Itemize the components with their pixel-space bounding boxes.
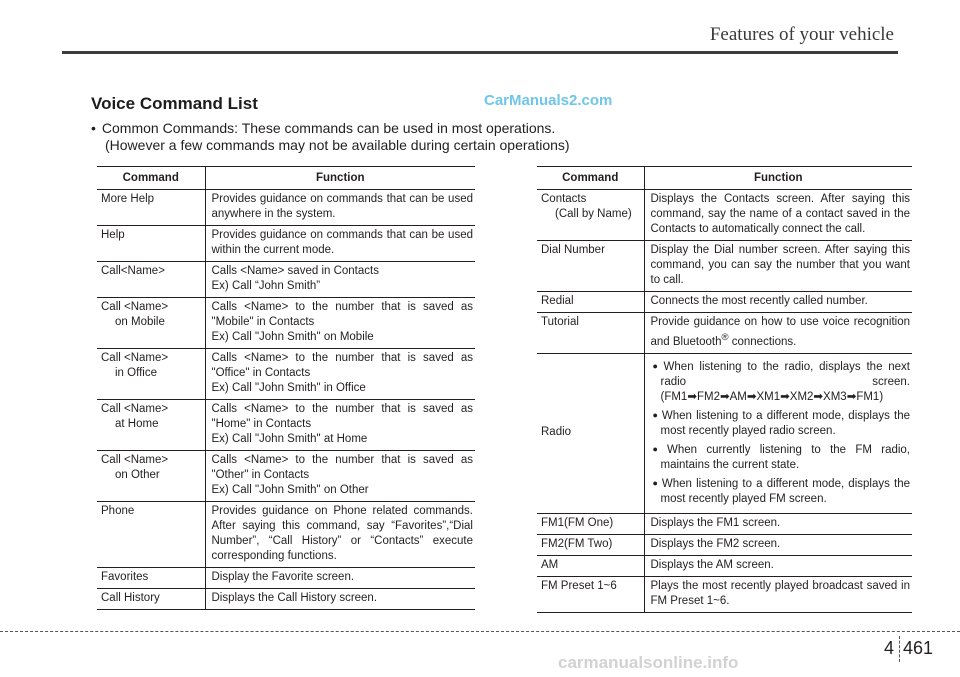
common-commands-table-left: [97, 166, 475, 610]
function-cell: Provides guidance on Phone related commands. After saying this command, say “Favorites”,“Dial Number”, “Call History” or “Contacts” execute corresponding functions.: [205, 502, 475, 568]
command-cell: Call History: [97, 589, 205, 610]
function-cell: [644, 353, 912, 513]
function-cell: Provides guidance on commands that can be used anywhere in the system.: [205, 190, 475, 226]
function-cell: Displays the FM2 screen.: [644, 534, 912, 555]
command-cell: Favorites: [97, 568, 205, 589]
table-row: [97, 349, 475, 400]
command-subtext: (Call by Name): [555, 208, 632, 220]
function-text-end: connections.: [728, 335, 797, 348]
intro-paragraph: [91, 120, 570, 154]
command-cell: FM2(FM Two): [537, 534, 644, 555]
registered-mark: ®: [721, 332, 729, 343]
column-header-function: Function: [644, 167, 912, 190]
table-row: [97, 502, 475, 568]
page-number-divider: [899, 636, 901, 662]
function-cell: Display the Dial number screen. After saying this command, you can say the number that you want to call.: [644, 241, 912, 292]
table-row: [97, 400, 475, 451]
command-cell: Phone: [97, 502, 205, 568]
section-title: Voice Command List: [91, 94, 258, 113]
watermark-carmanuals2: CarManuals2.com: [484, 92, 613, 109]
function-cell: Display the Favorite screen.: [205, 568, 475, 589]
radio-function-item: ● When listening to a different mode, displays the most recently played FM screen.: [652, 477, 910, 505]
function-text: Calls <Name> saved in Contacts: [211, 265, 379, 277]
column-header-command: Command: [537, 167, 644, 190]
command-cell: [97, 349, 205, 400]
column-header-function: Function: [205, 167, 475, 190]
table-row: [537, 292, 912, 313]
function-text: Calls <Name> to the number that is saved as "Home" in Contacts: [211, 403, 473, 430]
table-row: [97, 568, 475, 589]
function-text: Calls <Name> to the number that is saved as "Office" in Contacts: [211, 352, 473, 379]
command-text: Contacts: [541, 193, 587, 205]
bullet-icon: ●: [652, 360, 661, 371]
function-cell: Displays the Contacts screen. After saying this command, say the name of a contact saved in the Contacts to automatically connect the call.: [644, 190, 912, 241]
bullet-icon: ●: [652, 409, 659, 420]
command-cell: Dial Number: [537, 241, 644, 292]
command-cell: Redial: [537, 292, 644, 313]
command-subtext: on Other: [115, 469, 160, 481]
command-cell: [537, 190, 644, 241]
table-row: [537, 313, 912, 354]
table-row: [537, 190, 912, 241]
table-row: [97, 451, 475, 502]
function-cell: Connects the most recently called number.: [644, 292, 912, 313]
bullet-icon: ●: [652, 443, 665, 454]
function-cell: [644, 313, 912, 354]
function-cell: [205, 298, 475, 349]
function-cell: [205, 262, 475, 298]
command-text: Call <Name>: [101, 403, 169, 415]
radio-function-item: ● When listening to a different mode, displays the most recently played radio screen.: [652, 409, 910, 437]
table-row: [537, 534, 912, 555]
table-row: [97, 190, 475, 226]
function-example: Ex) Call "John Smith" on Mobile: [211, 331, 374, 343]
page-number: 461: [903, 638, 934, 658]
function-cell: Plays the most recently played broadcast saved in FM Preset 1~6.: [644, 576, 912, 612]
command-subtext: on Mobile: [115, 316, 165, 328]
command-cell: FM Preset 1~6: [537, 576, 644, 612]
column-header-command: Command: [97, 167, 205, 190]
intro-line-1: Common Commands: These commands can be used in most operations.: [101, 120, 556, 136]
function-cell: Displays the FM1 screen.: [644, 513, 912, 534]
command-cell: More Help: [97, 190, 205, 226]
footer-rule: [0, 631, 960, 632]
table-row: [537, 513, 912, 534]
radio-function-item: ● When currently listening to the FM radio, maintains the current state.: [652, 443, 911, 471]
table-row: [97, 226, 475, 262]
function-cell: [205, 400, 475, 451]
command-cell: [97, 298, 205, 349]
function-cell: Displays the AM screen.: [644, 555, 912, 576]
function-text: Calls <Name> to the number that is saved as "Mobile" in Contacts: [211, 301, 473, 328]
intro-line-2: (However a few commands may not be available during certain operations): [105, 137, 570, 153]
bullet-icon: •: [91, 120, 96, 136]
function-cell: [205, 349, 475, 400]
command-cell: Help: [97, 226, 205, 262]
function-cell: [205, 451, 475, 502]
header-rule: [62, 51, 898, 54]
command-subtext: in Office: [115, 367, 157, 379]
function-example: Ex) Call "John Smith" in Office: [211, 382, 366, 394]
table-row: [537, 576, 912, 612]
command-cell: FM1(FM One): [537, 513, 644, 534]
table-row: [97, 589, 475, 610]
table-row: [97, 262, 475, 298]
command-text: Call <Name>: [101, 301, 169, 313]
function-cell: Provides guidance on commands that can be used within the current mode.: [205, 226, 475, 262]
command-cell: [97, 451, 205, 502]
function-cell: Displays the Call History screen.: [205, 589, 475, 610]
function-example: Ex) Call “John Smith”: [211, 280, 321, 292]
function-text: Calls <Name> to the number that is saved as "Other" in Contacts: [211, 454, 473, 481]
function-text: Provide guidance on how to use voice recognition and Bluetooth: [650, 316, 910, 348]
command-text: Call <Name>: [101, 352, 169, 364]
table-row: [537, 555, 912, 576]
command-cell: [97, 400, 205, 451]
command-cell: AM: [537, 555, 644, 576]
table-row: [537, 353, 912, 513]
command-cell: Tutorial: [537, 313, 644, 354]
command-subtext: at Home: [115, 418, 159, 430]
command-cell: Radio: [537, 353, 644, 513]
chapter-number: 4: [884, 638, 895, 658]
command-text: Call <Name>: [101, 454, 169, 466]
radio-function-item: ● When listening to the radio, displays the next radio screen. (FM1➡FM2➡AM➡XM1➡XM2➡XM3➡FM1): [652, 360, 910, 403]
bullet-icon: ●: [652, 477, 659, 488]
function-example: Ex) Call "John Smith" on Other: [211, 484, 369, 496]
running-header: Features of your vehicle: [709, 24, 894, 45]
table-row: [537, 241, 912, 292]
watermark-carmanualsonline: carmanualsonline.info: [558, 653, 739, 672]
function-example: Ex) Call "John Smith" at Home: [211, 433, 368, 445]
command-cell: Call<Name>: [97, 262, 205, 298]
common-commands-table-right: [537, 166, 912, 613]
table-row: [97, 298, 475, 349]
